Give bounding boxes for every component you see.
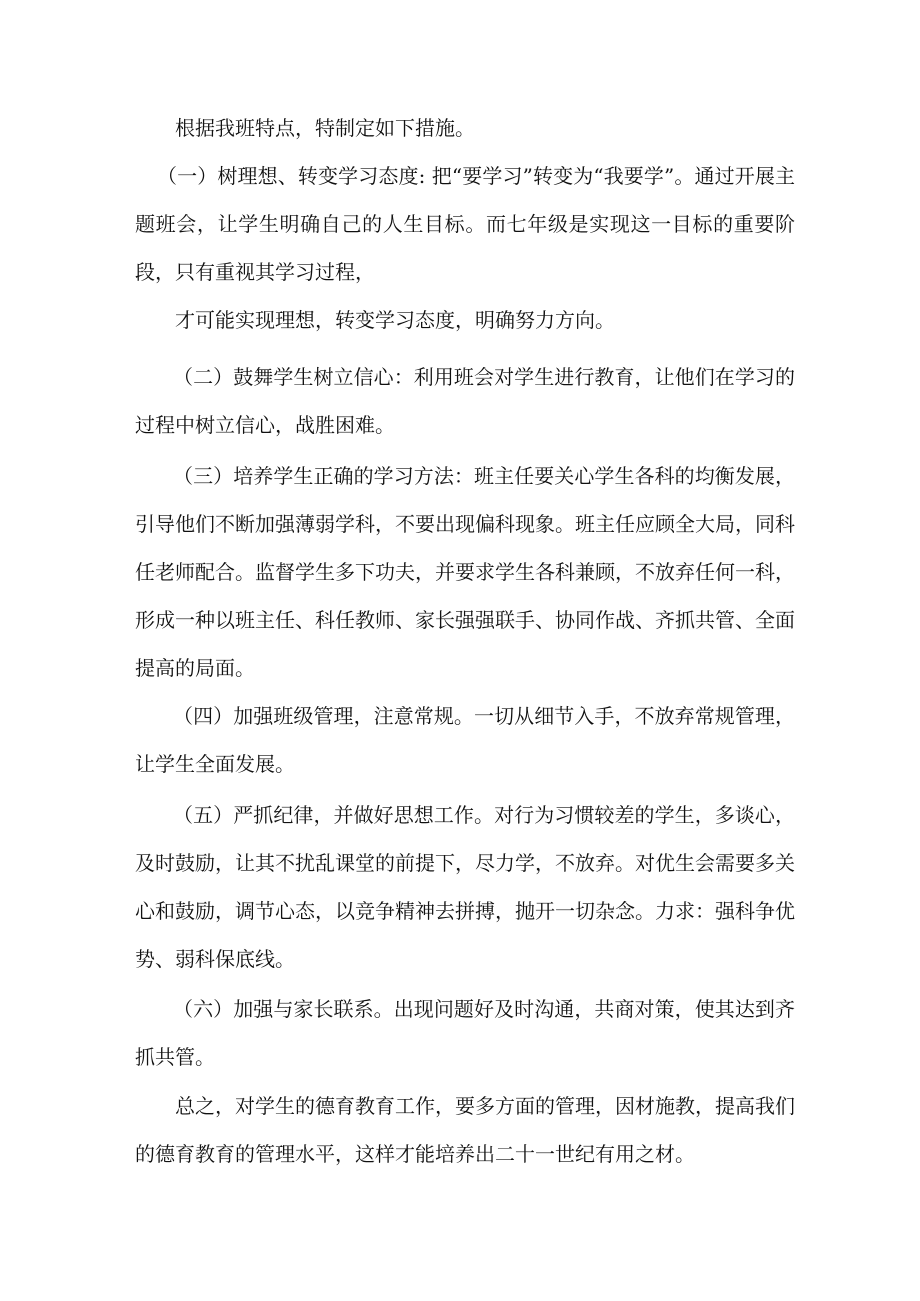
paragraph-measure-1-continued: 才可能实现理想，转变学习态度，明确努力方向。 xyxy=(175,308,615,332)
paragraph-measure-6: （六）加强与家长联系。出现问题好及时沟通，共商对策，使其达到齐抓共管。 xyxy=(135,997,795,1069)
paragraph-conclusion: 总之，对学生的德育教育工作，要多方面的管理，因材施教，提高我们的德育教育的管理水平，这样才能培养出二十一世纪有用之材。 xyxy=(135,1094,795,1166)
paragraph-measure-2: （二）鼓舞学生树立信心：利用班会对学生进行教育，让他们在学习的过程中树立信心，战胜困难。 xyxy=(135,365,795,437)
paragraph-intro: 根据我班特点，特制定如下措施。 xyxy=(175,116,475,140)
paragraph-measure-1: （一）树理想、转变学习态度: 把“要学习”转变为“我要学”。通过开展主题班会，让学生明确自己的人生目标。而七年级是实现这一目标的重要阶段，只有重视其学习过程， xyxy=(135,164,795,284)
paragraph-measure-4: （四）加强班级管理，注意常规。一切从细节入手，不放弃常规管理，让学生全面发展。 xyxy=(135,704,795,776)
paragraph-measure-3: （三）培养学生正确的学习方法：班主任要关心学生各科的均衡发展，引导他们不断加强薄弱学科，不要出现偏科现象。班主任应顾全大局，同科任老师配合。监督学生多下功夫，并要求学生各科兼顾，不放弃任何一科，形成一种以班主任、科任教师、家长强强联手、协同作战、齐抓共管、全面提高的局面。 xyxy=(135,464,795,680)
paragraph-measure-5: （五）严抓纪律，并做好思想工作。对行为习惯较差的学生，多谈心，及时鼓励，让其不扰乱课堂的前提下，尽力学，不放弃。对优生会需要多关心和鼓励，调节心态，以竞争精神去拼搏，抛开一切杂念。力求：强科争优势、弱科保底线。 xyxy=(135,803,795,971)
